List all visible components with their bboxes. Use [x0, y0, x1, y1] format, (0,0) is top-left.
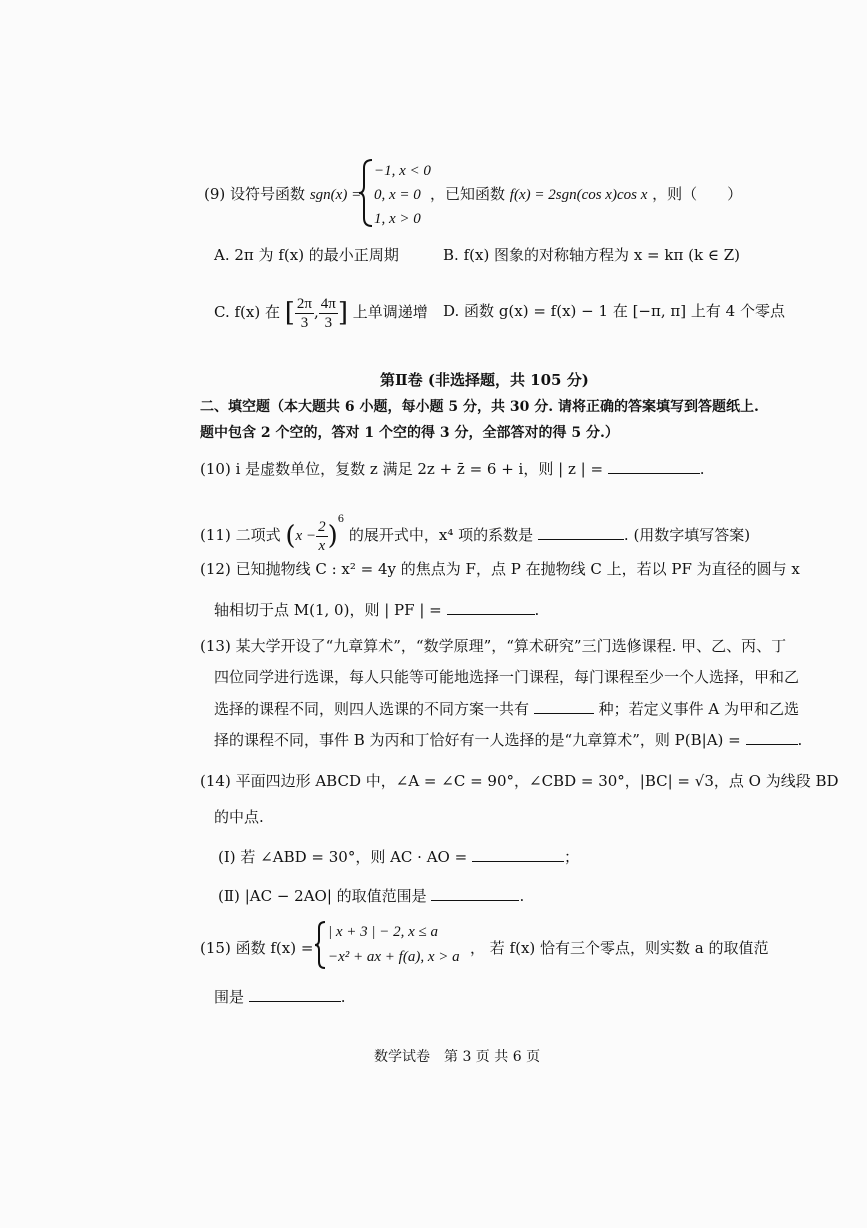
q14-number: (14) — [200, 772, 231, 790]
q13-text-3a: 选择的课程不同，则四人选课的不同方案一共有 — [214, 700, 530, 718]
q14-sub2-end: . — [519, 887, 525, 905]
q9-option-b — [443, 244, 740, 266]
q14-line-2: 的中点. — [214, 808, 264, 826]
option-c-frac1-den: 3 — [300, 314, 309, 331]
q10-answer-blank — [608, 457, 700, 474]
q14-sub-2 — [218, 884, 524, 907]
q14-sub1-text: 若 ∠ABD = 30°，则 AC · AO = — [240, 848, 468, 866]
option-a-label: A. — [214, 246, 230, 264]
q12-number: (12) — [200, 560, 231, 578]
q9-case-3: 1, x > 0 — [374, 211, 421, 227]
q15-pre: 函数 f(x) = — [235, 939, 314, 957]
q11: (11) 二项式 (x − $\frac{2}{x}$ )$^6$ 的展开式中，x⁴ 项的系数是 . (用数字填写答案) — [200, 514, 751, 554]
q10 — [200, 457, 705, 480]
q14-line-1 — [200, 770, 839, 792]
q11-answer-blank — [538, 523, 624, 540]
option-c-post: 上单调递增 — [352, 303, 428, 321]
q9-case-2: 0, x = 0 — [374, 187, 421, 203]
q9-function: f(x) = 2sgn(cos x)cos x — [509, 187, 648, 203]
q9-lead: 设符号函数 — [230, 185, 306, 203]
q9-stem-tail — [430, 183, 742, 206]
q12-text-1: 已知抛物线 C : x² = 4y 的焦点为 F，点 P 在抛物线 C 上，若以 PF 为直径的圆与 x — [235, 560, 800, 578]
q13-answer-blank-1 — [534, 697, 594, 714]
q15-line-1-tail: ， 若 f(x) 恰有三个零点，则实数 a 的取值范 — [470, 939, 769, 957]
q13-answer-blank-2 — [746, 728, 798, 745]
q13-text-3b: 种；若定义事件 A 为甲和乙选 — [598, 700, 799, 718]
q14-sub1-end: ； — [563, 848, 579, 866]
section-instruction-2: 题中包含 2 个空的，答对 1 个空的得 3 分，全部答对的得 5 分.） — [200, 425, 619, 441]
option-b-text: f(x) 图象的对称轴方程为 x = kπ (k ∈ Z) — [463, 246, 740, 264]
q15-line-1-lead — [200, 937, 313, 959]
option-c-frac1-num: 2π — [296, 295, 312, 312]
option-c-pre: f(x) 在 — [234, 303, 280, 321]
section-instruction-1: 二、填空题（本大题共 6 小题，每小题 5 分，共 30 分. 请将正确的答案填写到答题纸上. — [200, 399, 759, 415]
q11-pre: 二项式 — [235, 526, 281, 544]
q9-option-a — [214, 244, 399, 266]
q15-line-2 — [214, 985, 346, 1008]
q12-answer-blank — [447, 598, 535, 615]
q14-sub2-label: (Ⅱ) — [218, 887, 240, 905]
q13-line-4 — [214, 728, 802, 751]
q15-case-2: −x² + ax + f(a), x > a — [328, 949, 460, 965]
q10-number: (10) — [200, 460, 231, 478]
q13-number: (13) — [200, 637, 231, 655]
option-b-label: B. — [443, 246, 459, 264]
q11-frac-num: 2 — [318, 518, 326, 535]
q14-answer-blank-2 — [431, 884, 519, 901]
q13-line-1 — [200, 635, 786, 657]
q13-line-3 — [214, 697, 799, 720]
q12-text-2: 轴相切于点 M(1, 0)，则 | PF | = — [214, 601, 442, 619]
q9-case-1: −1, x < 0 — [374, 163, 431, 179]
q10-text: i 是虚数单位，复数 z 满足 2z + z̄ = 6 + i，则 | z | = — [235, 460, 604, 478]
section-title: 第Ⅱ卷 (非选择题，共 105 分) — [380, 371, 589, 389]
q9-number: (9) — [204, 185, 226, 203]
option-c-frac2-num: 4π — [320, 295, 336, 312]
option-d-label: D. — [443, 302, 460, 320]
q13-text-1: 某大学开设了“九章算术”，“数学原理”，“算术研究”三门选修课程. 甲、乙、丙、丁 — [235, 637, 787, 655]
q14-answer-blank-1 — [472, 845, 564, 862]
q9-option-d — [443, 300, 785, 322]
option-d-text: 函数 g(x) = f(x) − 1 在 [−π, π] 上有 4 个零点 — [464, 302, 785, 320]
q11-frac-den: x — [318, 537, 326, 554]
q12-line-1 — [200, 558, 800, 580]
option-c-frac2-den: 3 — [324, 314, 333, 331]
q9-option-c: C. f(x) 在 [ $\frac{2\pi}{3}$ , $\frac{4\pi}{3}$ ] 上单调递增 — [214, 295, 428, 331]
q11-mid: 的展开式中，x⁴ 项的系数是 — [348, 526, 534, 544]
q10-end: . — [699, 460, 705, 478]
q15-number: (15) — [200, 939, 231, 957]
q15-answer-blank — [249, 985, 341, 1002]
q13-line-2: 四位同学进行选课，每人只能等可能地选择一门课程，每门课程至少一个人选择，甲和乙 — [214, 668, 800, 686]
q14-sub1-label: (Ⅰ) — [218, 848, 236, 866]
q9-stem — [204, 183, 361, 206]
q13-text-4: 择的课程不同，事件 B 为丙和丁恰好有一人选择的是“九章算术”，则 P(B|A) = — [214, 731, 741, 749]
q11-x: x − — [295, 528, 317, 544]
q14-sub-1 — [218, 845, 579, 868]
q14-sub2-text: |AC − 2AO| 的取值范围是 — [244, 887, 427, 905]
option-c-label: C. — [214, 303, 230, 321]
q11-end: . (用数字填写答案) — [623, 526, 751, 544]
page-footer: 数学试卷 第 3 页 共 6 页 — [374, 1049, 541, 1065]
q9-tail: ，则（ ） — [652, 185, 743, 203]
q15-end: . — [340, 988, 346, 1006]
option-a-text: 2π 为 f(x) 的最小正周期 — [234, 246, 399, 264]
q14-text-1: 平面四边形 ABCD 中，∠A = ∠C = 90°，∠CBD = 30°，|BC| = √3，点 O 为线段 BD — [235, 772, 839, 790]
q15-text-2: 围是 — [214, 988, 245, 1006]
q13-end: . — [797, 731, 803, 749]
q9-mid: ，已知函数 — [430, 185, 506, 203]
q15-case-1: | x + 3 | − 2, x ≤ a — [328, 924, 439, 940]
q12-line-2 — [214, 598, 539, 621]
q12-end: . — [534, 601, 540, 619]
q15-brace — [314, 920, 328, 970]
q11-exponent: 6 — [337, 514, 345, 525]
q9-sgn-lhs: sgn(x) = — [309, 187, 362, 203]
q11-number: (11) — [200, 526, 231, 544]
